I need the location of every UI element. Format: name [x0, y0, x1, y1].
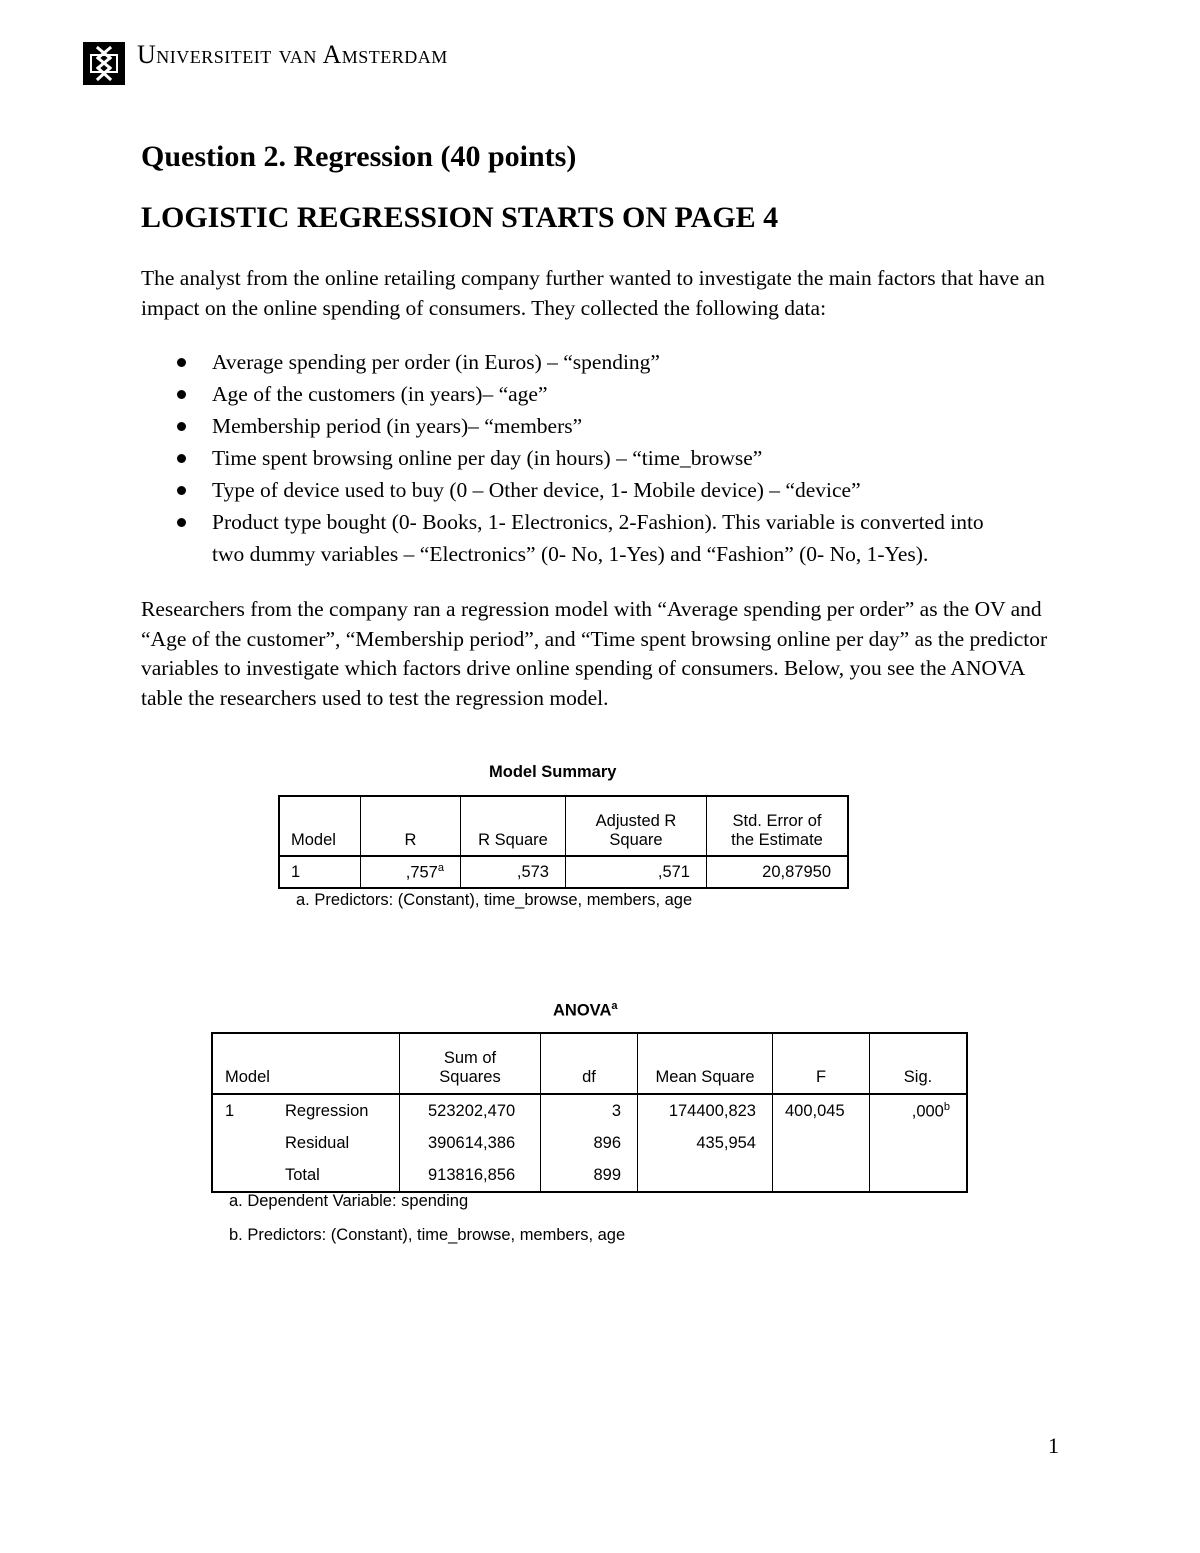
header-mean-square: Mean Square — [638, 1033, 773, 1094]
list-item: Time spent browsing online per day (in hours) – “time_browse” — [141, 442, 1071, 474]
header-std-error: Std. Error of the Estimate — [707, 796, 849, 856]
header-model: Model — [279, 796, 361, 856]
page-number: 1 — [1048, 1433, 1059, 1458]
header-r: R — [361, 796, 461, 856]
cell-source: Residual — [271, 1127, 400, 1159]
cell-sig — [870, 1127, 968, 1159]
cell-f: 400,045 — [773, 1094, 870, 1127]
header-r-square: R Square — [461, 796, 566, 856]
question-title: Question 2. Regression (40 points) — [141, 140, 577, 173]
bullet-icon — [177, 518, 186, 527]
variable-list — [141, 346, 1071, 570]
anova-footnote-a: a. Dependent Variable: spending — [229, 1192, 469, 1210]
question-subtitle: LOGISTIC REGRESSION STARTS ON PAGE 4 — [141, 201, 779, 234]
cell-sig: ,000$^b$ — [911, 1100, 950, 1121]
bullet-icon — [177, 390, 186, 399]
cell-adjusted-r-square: ,571 — [566, 856, 707, 888]
cell-model: 1 — [225, 1101, 235, 1120]
header-df: df — [541, 1033, 638, 1094]
cell-model — [212, 1159, 271, 1192]
model-summary-title: Model Summary — [489, 763, 617, 781]
cell-ms: 435,954 — [638, 1127, 773, 1159]
cell-ss: 913816,856 — [400, 1159, 541, 1192]
header-sum-of-squares: Sum of Squares — [400, 1033, 541, 1094]
cell-ss: 390614,386 — [400, 1127, 541, 1159]
intro-paragraph: The analyst from the online retailing company further wanted to investigate the main factors that have an impact on the online spending of consumers. They collected the following data: — [141, 266, 1045, 320]
cell-ss: 523202,470 — [400, 1094, 541, 1127]
cell-model: 1 — [279, 856, 361, 888]
list-item: Age of the customers (in years)– “age” — [141, 378, 1071, 410]
anova-title: ANOVA$^a$ — [553, 1000, 618, 1020]
header-sig: Sig. — [870, 1033, 968, 1094]
cell-source: Total — [271, 1159, 400, 1192]
cell-f — [773, 1127, 870, 1159]
anova-footnote-b: b. Predictors: (Constant), time_browse, members, age — [229, 1226, 626, 1244]
bullet-icon — [177, 358, 186, 367]
header-model: Model — [212, 1033, 400, 1094]
cell-df: 896 — [541, 1127, 638, 1159]
list-item: Product type bought (0- Books, 1- Electronics, 2-Fashion). This variable is converted into two dummy variables – “Electronics” (0- No, 1-Yes) and “Fashion” (0- No, 1-Yes). — [141, 506, 1071, 570]
cell-sig — [870, 1159, 968, 1192]
model-summary-table — [278, 795, 849, 889]
cell-r-square: ,573 — [461, 856, 566, 888]
header-adjusted-r-square: Adjusted R Square — [566, 796, 707, 856]
model-summary-footnote: a. Predictors: (Constant), time_browse, members, age — [296, 891, 693, 909]
header-f: F — [773, 1033, 870, 1094]
cell-model — [212, 1127, 271, 1159]
description-paragraph: Researchers from the company ran a regression model with “Average spending per order” as the OV and “Age of the customer”, “Membership period”, and “Time spent browsing online per day” as the predictor variables to investigate which factors drive online spending of consumers. Below, you see the ANOVA table the researchers used to test the regression model. — [141, 597, 1048, 710]
cell-std-error: 20,87950 — [762, 862, 831, 881]
list-item: Membership period (in years)– “members” — [141, 410, 1071, 442]
bullet-icon — [177, 454, 186, 463]
anova-table — [211, 1032, 968, 1193]
cell-source: Regression — [271, 1094, 400, 1127]
bullet-icon — [177, 422, 186, 431]
bullet-icon — [177, 486, 186, 495]
cell-ms — [638, 1159, 773, 1192]
cell-df: 3 — [541, 1094, 638, 1127]
list-item: Average spending per order (in Euros) – “spending” — [141, 346, 1071, 378]
university-name: Universiteit van Amsterdam — [137, 40, 448, 69]
list-item: Type of device used to buy (0 – Other device, 1- Mobile device) – “device” — [141, 474, 1071, 506]
uva-logo — [83, 42, 125, 85]
cell-f — [773, 1159, 870, 1192]
cell-df: 899 — [541, 1159, 638, 1192]
cell-r: ,757$^a$ — [361, 856, 461, 888]
cell-ms: 174400,823 — [638, 1094, 773, 1127]
